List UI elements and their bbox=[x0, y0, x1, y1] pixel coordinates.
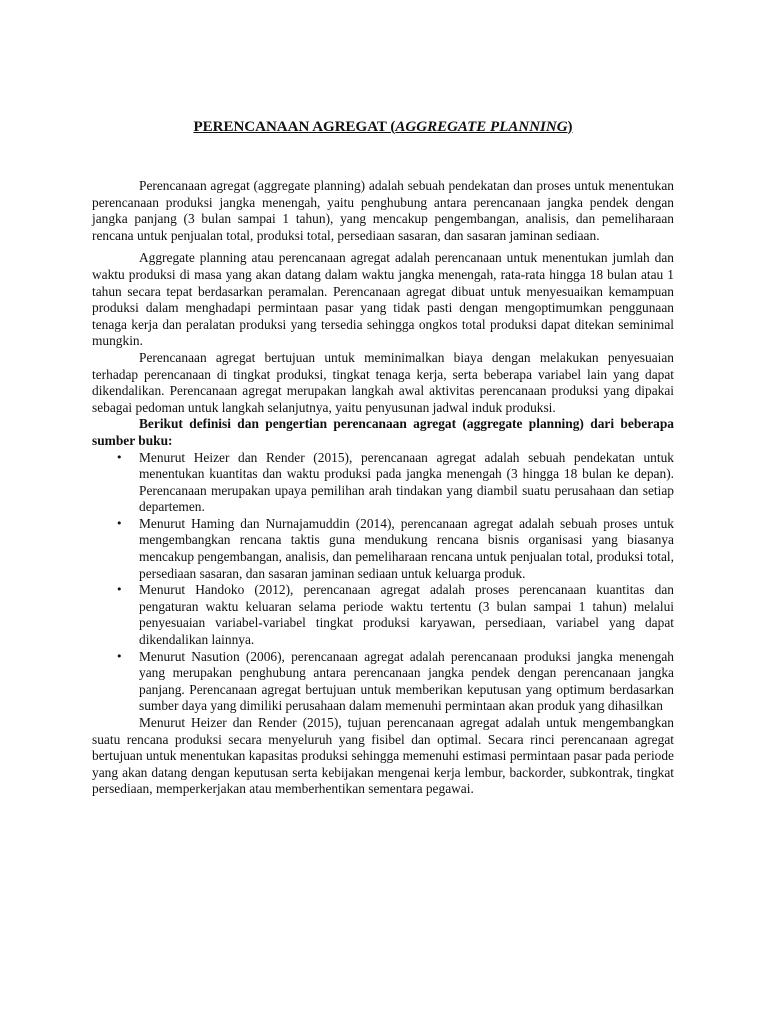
document-title bbox=[92, 118, 674, 136]
definition-text: Menurut Nasution (2006), perencanaan agregat adalah perencanaan produksi jangka menengah yang merupakan penghubung antara perencanaan jangka pendek dengan perencanaan jangka panjang. Perencanaan agregat bertujuan untuk memberikan keputusan yang optimum berdasarkan sumber daya yang dimiliki perusahaan dalam memenuhi permintaan akan produk yang dihasilkan bbox=[139, 648, 674, 714]
list-item bbox=[116, 515, 674, 582]
paragraph-aggregate-planning: Aggregate planning atau perencanaan agregat adalah perencanaan untuk menentukan jumlah dan waktu produksi di masa yang akan datang dalam waktu jangka menengah, rata-rata hingga 18 bulan atau 1 tahun secara tepat berdasarkan peramalan. Perencanaan agregat dibuat untuk menyesuaikan kemampuan produksi dalam menghadapi permintaan pasar yang tidak pasti dengan mengoptimumkan penggunaan tenaga kerja dan peralatan produksi yang tersedia sehingga ongkos total produksi dapat ditekan seminimal mungkin. bbox=[92, 250, 674, 349]
paragraph-intro: Perencanaan agregat (aggregate planning) adalah sebuah pendekatan dan proses untuk menentukan perencanaan produksi jangka menengah, yaitu penghubung antara perencanaan jangka pendek dengan jangka panjang (3 bulan sampai 1 tahun), yang mencakup pengembangan, analisis, dan pemeliharaan rencana untuk penjualan total, produksi total, persediaan sasaran, dan sasaran jaminan sediaan. bbox=[92, 178, 674, 243]
definition-text: Menurut Heizer dan Render (2015), perencanaan agregat adalah sebuah pendekatan untuk menentukan kuantitas dan waktu produksi pada jangka menengah (3 hingga 18 bulan ke depan). Perencanaan merupakan upaya pemilihan arah tindakan yang diambil suatu perusahaan dan setiap departemen. bbox=[139, 449, 674, 515]
bullet-icon: • bbox=[116, 649, 123, 663]
definition-text: Menurut Haming dan Nurnajamuddin (2014), perencanaan agregat adalah sebuah proses untuk mengembangkan rencana taktis guna mendukung rencana bisnis organisasi yang biasanya mencakup pengembangan, analisis, dan pemeliharaan rencana untuk penjualan total, produksi total, persediaan sasaran, dan sasaran jaminan sediaan untuk keluarga produk. bbox=[139, 515, 674, 581]
list-item bbox=[116, 449, 674, 516]
title-prefix: PERENCANAAN AGREGAT ( bbox=[193, 119, 396, 135]
list-item bbox=[116, 582, 674, 648]
document-page bbox=[92, 118, 674, 798]
definition-text: Menurut Handoko (2012), perencanaan agregat adalah proses perencanaan kuantitas dan pengaturan waktu keluaran selama periode waktu tertentu (3 bulan sampai 1 tahun) melalui penyesuaian variabel-variabel tingkat produksi karyawan, persediaan, variabel yang dapat dikendalikan lainnya. bbox=[139, 582, 674, 648]
definitions-heading: Berikut definisi dan pengertian perencanaan agregat (aggregate planning) dari beberapa sumber buku: bbox=[92, 416, 674, 448]
paragraph-closing: Menurut Heizer dan Render (2015), tujuan perencanaan agregat adalah untuk mengembangkan suatu rencana produksi secara menyeluruh yang fisibel dan optimal. Secara rinci perencanaan agregat bertujuan untuk menentukan kapasitas produksi sehingga memenuhi estimasi permintaan pasar pada periode yang akan datang dengan keputusan serta kebijakan mengenai kerja lembur, backorder, subkontrak, tingkat persediaan, memperkerjakan atau memberhentikan sementara pegawai. bbox=[92, 715, 674, 797]
bullet-icon: • bbox=[116, 516, 123, 530]
list-item bbox=[116, 648, 674, 715]
title-italic: AGGREGATE PLANNING bbox=[395, 119, 568, 135]
definitions-list bbox=[92, 450, 674, 716]
bullet-icon: • bbox=[116, 450, 123, 464]
title-suffix: ) bbox=[567, 119, 573, 135]
bullet-icon: • bbox=[116, 583, 123, 597]
paragraph-objective: Perencanaan agregat bertujuan untuk meminimalkan biaya dengan melakukan penyesuaian terhadap perencanaan di tingkat produksi, tingkat tenaga kerja, serta beberapa variabel lain yang dapat dikendalikan. Perencanaan agregat merupakan langkah awal aktivitas perencanaan produksi yang dipakai sebagai pedoman untuk langkah selanjutnya, yaitu penyusunan jadwal induk produksi. bbox=[92, 349, 674, 415]
